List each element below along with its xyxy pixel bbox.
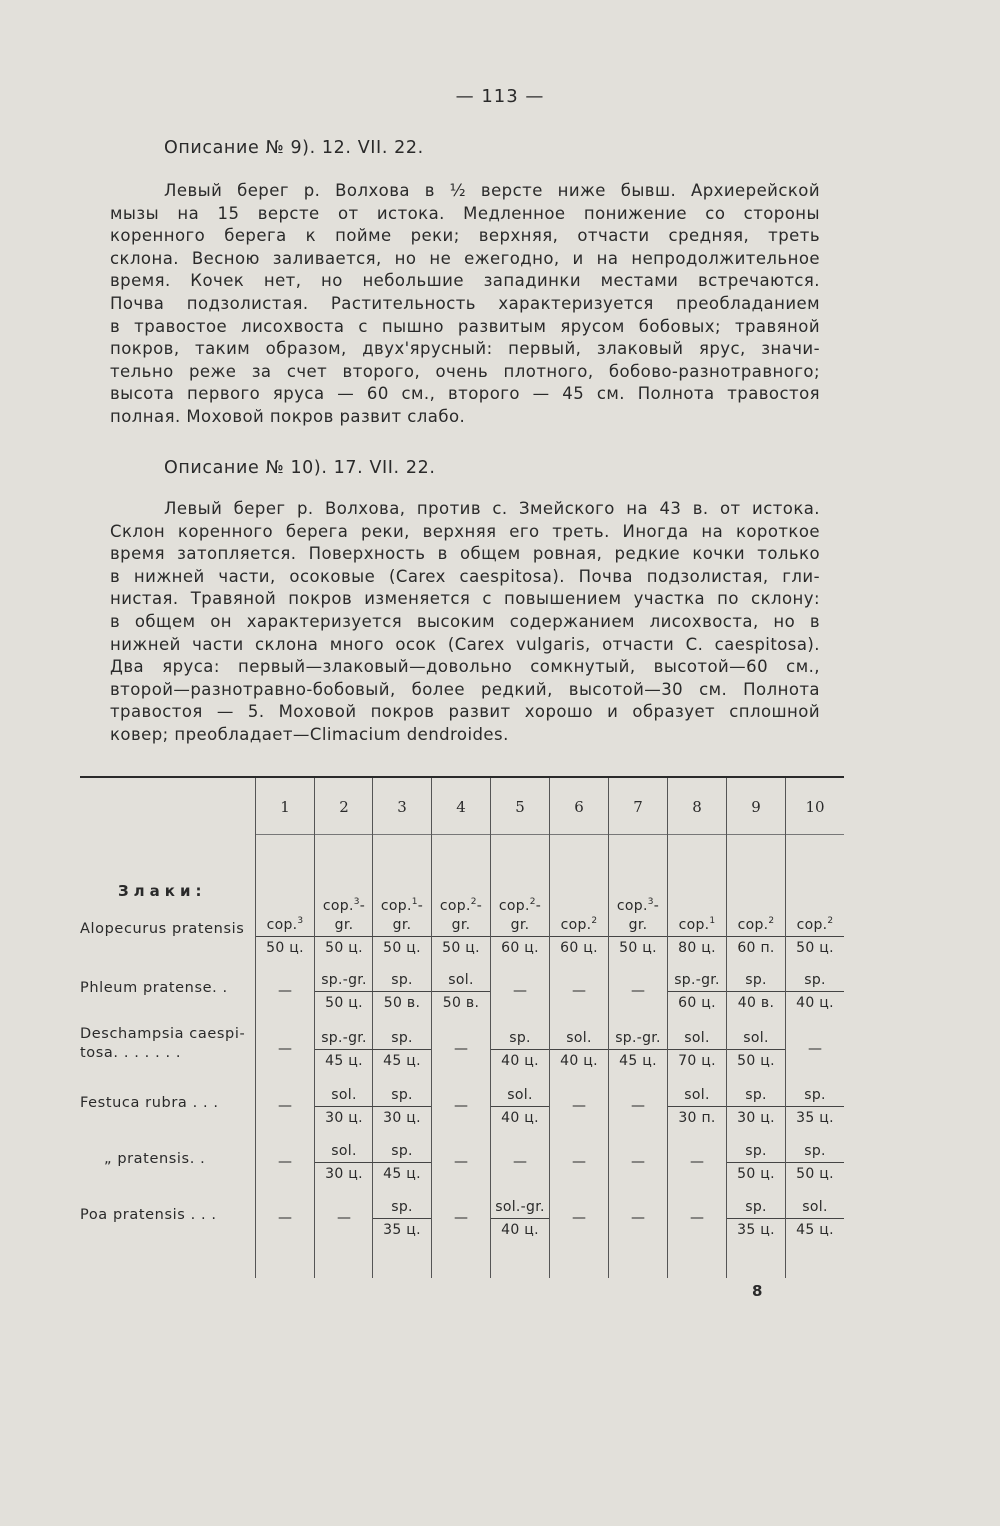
abundance-value: sp. <box>727 1086 785 1107</box>
abundance-value: sp. <box>786 1142 844 1163</box>
height-value: 40 в. <box>737 995 775 1011</box>
text-line: второй—разнотравно-бобовый, более редкий, высотой—30 см. Полнота <box>110 679 820 699</box>
height-value: 30 ц. <box>325 1110 363 1126</box>
table-cell <box>373 1198 431 1240</box>
text-line: нижней части склона много осок (Carex vulgaris, отчасти C. caespitosa). <box>110 634 820 654</box>
table-cell <box>786 912 844 958</box>
text-line: Почва подзолистая. Растительность характеризуется преобладанием <box>110 293 820 313</box>
height-value: 50 в. <box>383 995 421 1011</box>
height-value: 30 п. <box>678 1110 716 1126</box>
height-value: 50 ц. <box>796 1166 834 1182</box>
table-cell-empty: — <box>278 983 292 999</box>
text-line: травостоя — 5. Моховой покров развит хорошо и образует сплошной <box>110 702 820 722</box>
abundance-value: sp. <box>727 971 785 992</box>
description-10-text <box>110 498 820 747</box>
table-cell <box>373 971 431 1013</box>
column-number: 6 <box>574 798 584 816</box>
table-cell-empty: — <box>454 1041 468 1057</box>
column-number: 10 <box>805 798 825 816</box>
table-cell <box>786 1198 844 1240</box>
height-value: 40 ц. <box>560 1053 598 1069</box>
abundance-value: sp. <box>373 971 431 992</box>
table-cell <box>668 912 726 958</box>
table-cell-empty: — <box>513 983 527 999</box>
abundance-value: sp. <box>373 1142 431 1163</box>
table-cell <box>315 971 373 1013</box>
table-cell <box>727 1142 785 1184</box>
species-name <box>80 1206 217 1225</box>
height-value: 50 ц. <box>266 940 304 956</box>
table-cell-empty: — <box>278 1098 292 1114</box>
species-name <box>80 1094 219 1113</box>
species-name <box>80 1025 245 1063</box>
abundance-value: sol. <box>668 1029 726 1050</box>
text-line: полная. Моховой покров развит слабо. <box>110 406 466 426</box>
table-cell <box>373 1086 431 1128</box>
table-cell <box>727 912 785 958</box>
table-cell-empty: — <box>513 1154 527 1170</box>
species-name-line: Deschampsia caespi- <box>80 1026 246 1042</box>
table-cell <box>668 1029 726 1071</box>
abundance-value: sp. <box>491 1029 549 1050</box>
height-value: 50 ц. <box>796 940 834 956</box>
column-rule <box>314 778 315 1278</box>
height-value: 50 в. <box>442 995 480 1011</box>
height-value: 35 ц. <box>383 1222 421 1238</box>
table-cell <box>491 893 549 958</box>
column-rule <box>255 778 256 1278</box>
text-line: высота первого яруса — 60 см., второго — 45 см. Полнота травостоя <box>110 384 820 404</box>
abundance-value: sol. <box>727 1029 785 1050</box>
height-value: 50 ц. <box>737 1166 775 1182</box>
table-cell <box>550 1029 608 1071</box>
table-cell <box>727 1029 785 1071</box>
column-number: 1 <box>280 798 290 816</box>
abundance-value: sp. <box>373 1086 431 1107</box>
height-value: 50 ц. <box>619 940 657 956</box>
height-value: 45 ц. <box>619 1053 657 1069</box>
text-line: в общем он характеризуется высоким содержанием лисохвоста, но в <box>110 611 820 631</box>
abundance-value: cop.$^1$- gr. <box>373 893 431 937</box>
table-cell <box>786 971 844 1013</box>
description-9-title: Описание № 9). 12. VII. 22. <box>164 138 424 158</box>
table-cell-empty: — <box>690 1210 704 1226</box>
abundance-value: cop.$^3$- gr. <box>315 893 373 937</box>
table-cell <box>432 893 490 958</box>
abundance-value: sol. <box>315 1142 373 1163</box>
table-cell <box>786 1142 844 1184</box>
text-line: склона. Весною заливается, но не ежегодно, и на непродолжительное <box>110 248 820 268</box>
species-name <box>80 979 228 998</box>
table-cell-empty: — <box>454 1210 468 1226</box>
height-value: 50 ц. <box>383 940 421 956</box>
column-rule <box>608 778 609 1278</box>
table-cell <box>727 1198 785 1240</box>
height-value: 50 ц. <box>737 1053 775 1069</box>
text-line: в травостое лисохвоста с пышно развитым ярусом бобовых; травяной <box>110 316 820 336</box>
height-value: 60 п. <box>737 940 775 956</box>
text-line: Левый берег р. Волхова в ½ версте ниже бывш. Архиерейской <box>164 181 820 200</box>
abundance-value: cop.$^2$- gr. <box>491 893 549 937</box>
table-cell-empty: — <box>454 1154 468 1170</box>
table-cell <box>315 1086 373 1128</box>
species-name-line: „ pratensis. . <box>104 1151 206 1167</box>
height-value: 30 ц. <box>737 1110 775 1126</box>
table-cell-empty: — <box>278 1041 292 1057</box>
table-cell-empty: — <box>278 1154 292 1170</box>
text-line: ковер; преобладает—Climacium dendroides. <box>110 724 509 744</box>
description-10-title: Описание № 10). 17. VII. 22. <box>164 458 436 478</box>
text-line: Склон коренного берега реки, верхняя его треть. Иногда на короткое <box>110 521 820 541</box>
abundance-value: sol. <box>315 1086 373 1107</box>
height-value: 50 ц. <box>325 940 363 956</box>
text-line: время. Кочек нет, но небольшие западинки местами встречаются. <box>110 271 820 291</box>
table-cell <box>373 1142 431 1184</box>
height-value: 50 ц. <box>442 940 480 956</box>
abundance-value: cop.$^2$- gr. <box>432 893 490 937</box>
table-cell <box>668 971 726 1013</box>
abundance-value: sol. <box>432 971 490 992</box>
table-cell <box>315 1029 373 1071</box>
column-rule <box>549 778 550 1278</box>
signature-number: 8 <box>752 1282 763 1300</box>
group-heading-grasses: Злаки: <box>118 882 207 900</box>
abundance-value: sp.-gr. <box>315 1029 373 1050</box>
abundance-value: sp. <box>727 1198 785 1219</box>
abundance-value: sp. <box>373 1198 431 1219</box>
text-line: тельно реже за счет второго, очень плотного, бобово-разнотравного; <box>110 361 820 381</box>
abundance-value: sp.-gr. <box>315 971 373 992</box>
table-cell-empty: — <box>631 1210 645 1226</box>
table-cell-empty: — <box>572 1210 586 1226</box>
column-number: 5 <box>515 798 525 816</box>
abundance-value: cop.$^2$ <box>786 912 844 937</box>
height-value: 45 ц. <box>796 1222 834 1238</box>
abundance-value: cop.$^3$ <box>256 912 314 937</box>
vegetation-table <box>80 774 844 1284</box>
table-cell <box>432 971 490 1013</box>
height-value: 60 ц. <box>678 995 716 1011</box>
species-name <box>80 1150 205 1169</box>
abundance-value: cop.$^3$- gr. <box>609 893 667 937</box>
species-name-line: Festuca rubra . . . <box>80 1095 219 1111</box>
column-number: 4 <box>456 798 466 816</box>
table-cell <box>668 1086 726 1128</box>
table-cell-empty: — <box>690 1154 704 1170</box>
abundance-value: cop.$^2$ <box>550 912 608 937</box>
table-cell <box>315 893 373 958</box>
abundance-value: sp. <box>786 971 844 992</box>
height-value: 40 ц. <box>501 1053 539 1069</box>
species-name-line: Phleum pratense. . <box>80 980 228 996</box>
table-cell <box>491 1086 549 1128</box>
table-cell <box>550 912 608 958</box>
column-rule <box>431 778 432 1278</box>
species-name-line: tosa. . . . . . . <box>80 1045 182 1061</box>
height-value: 40 ц. <box>501 1222 539 1238</box>
height-value: 80 ц. <box>678 940 716 956</box>
height-value: 45 ц. <box>383 1166 421 1182</box>
height-value: 45 ц. <box>383 1053 421 1069</box>
text-line: нистая. Травяной покров изменяется с повышением участка по склону: <box>110 589 820 609</box>
height-value: 60 ц. <box>560 940 598 956</box>
table-cell-empty: — <box>808 1041 822 1057</box>
table-cell-empty: — <box>631 983 645 999</box>
abundance-value: sol.-gr. <box>491 1198 549 1219</box>
height-value: 45 ц. <box>325 1053 363 1069</box>
table-cell <box>373 1029 431 1071</box>
abundance-value: sol. <box>550 1029 608 1050</box>
abundance-value: sol. <box>668 1086 726 1107</box>
table-cell-empty: — <box>572 983 586 999</box>
abundance-value: sp. <box>786 1086 844 1107</box>
column-number: 3 <box>397 798 407 816</box>
table-cell <box>727 1086 785 1128</box>
species-name-line: Alopecurus pratensis <box>80 921 245 937</box>
text-line: коренного берега к пойме реки; верхняя, отчасти средняя, треть <box>110 226 820 246</box>
column-rule <box>667 778 668 1278</box>
height-value: 30 ц. <box>383 1110 421 1126</box>
column-number: 2 <box>339 798 349 816</box>
table-cell <box>609 1029 667 1071</box>
table-cell <box>609 893 667 958</box>
abundance-value: cop.$^1$ <box>668 912 726 937</box>
abundance-value: cop.$^2$ <box>727 912 785 937</box>
text-line: Два яруса: первый—злаковый—довольно сомкнутый, высотой—60 см., <box>110 657 820 677</box>
table-cell-empty: — <box>454 1098 468 1114</box>
page-number: — 113 — <box>455 86 545 107</box>
table-cell-empty: — <box>278 1210 292 1226</box>
height-value: 70 ц. <box>678 1053 716 1069</box>
column-number: 8 <box>692 798 702 816</box>
table-cell-empty: — <box>572 1098 586 1114</box>
species-name <box>80 920 244 939</box>
table-cell <box>786 1086 844 1128</box>
abundance-value: sp. <box>373 1029 431 1050</box>
table-cell <box>727 971 785 1013</box>
height-value: 60 ц. <box>501 940 539 956</box>
height-value: 30 ц. <box>325 1166 363 1182</box>
abundance-value: sol. <box>491 1086 549 1107</box>
table-cell-empty: — <box>631 1154 645 1170</box>
text-line: покров, таким образом, двух'ярусный: первый, злаковый ярус, значи- <box>110 339 820 359</box>
abundance-value: sp.-gr. <box>609 1029 667 1050</box>
column-number: 9 <box>751 798 761 816</box>
text-line: Левый берег р. Волхова, против с. Змейского на 43 в. от истока. <box>164 499 820 518</box>
table-cell-empty: — <box>337 1210 351 1226</box>
table-cell <box>491 1198 549 1240</box>
text-line: мызы на 15 версте от истока. Медленное понижение со стороны <box>110 203 820 223</box>
text-line: время затопляется. Поверхность в общем ровная, редкие кочки только <box>110 544 820 564</box>
table-top-rule <box>80 776 844 778</box>
height-value: 50 ц. <box>325 995 363 1011</box>
table-cell <box>315 1142 373 1184</box>
height-value: 35 ц. <box>796 1110 834 1126</box>
table-cell <box>373 893 431 958</box>
table-cell <box>491 1029 549 1071</box>
height-value: 40 ц. <box>796 995 834 1011</box>
abundance-value: sp. <box>727 1142 785 1163</box>
table-cell <box>256 912 314 958</box>
abundance-value: sp.-gr. <box>668 971 726 992</box>
height-value: 40 ц. <box>501 1110 539 1126</box>
table-cell-empty: — <box>572 1154 586 1170</box>
table-cell-empty: — <box>631 1098 645 1114</box>
column-number: 7 <box>633 798 643 816</box>
description-9-text <box>110 180 820 429</box>
species-name-line: Poa pratensis . . . <box>80 1207 217 1223</box>
height-value: 35 ц. <box>737 1222 775 1238</box>
abundance-value: sol. <box>786 1198 844 1219</box>
text-line: в нижней части, осоковые (Carex caespitosa). Почва подзолистая, гли- <box>110 566 820 586</box>
